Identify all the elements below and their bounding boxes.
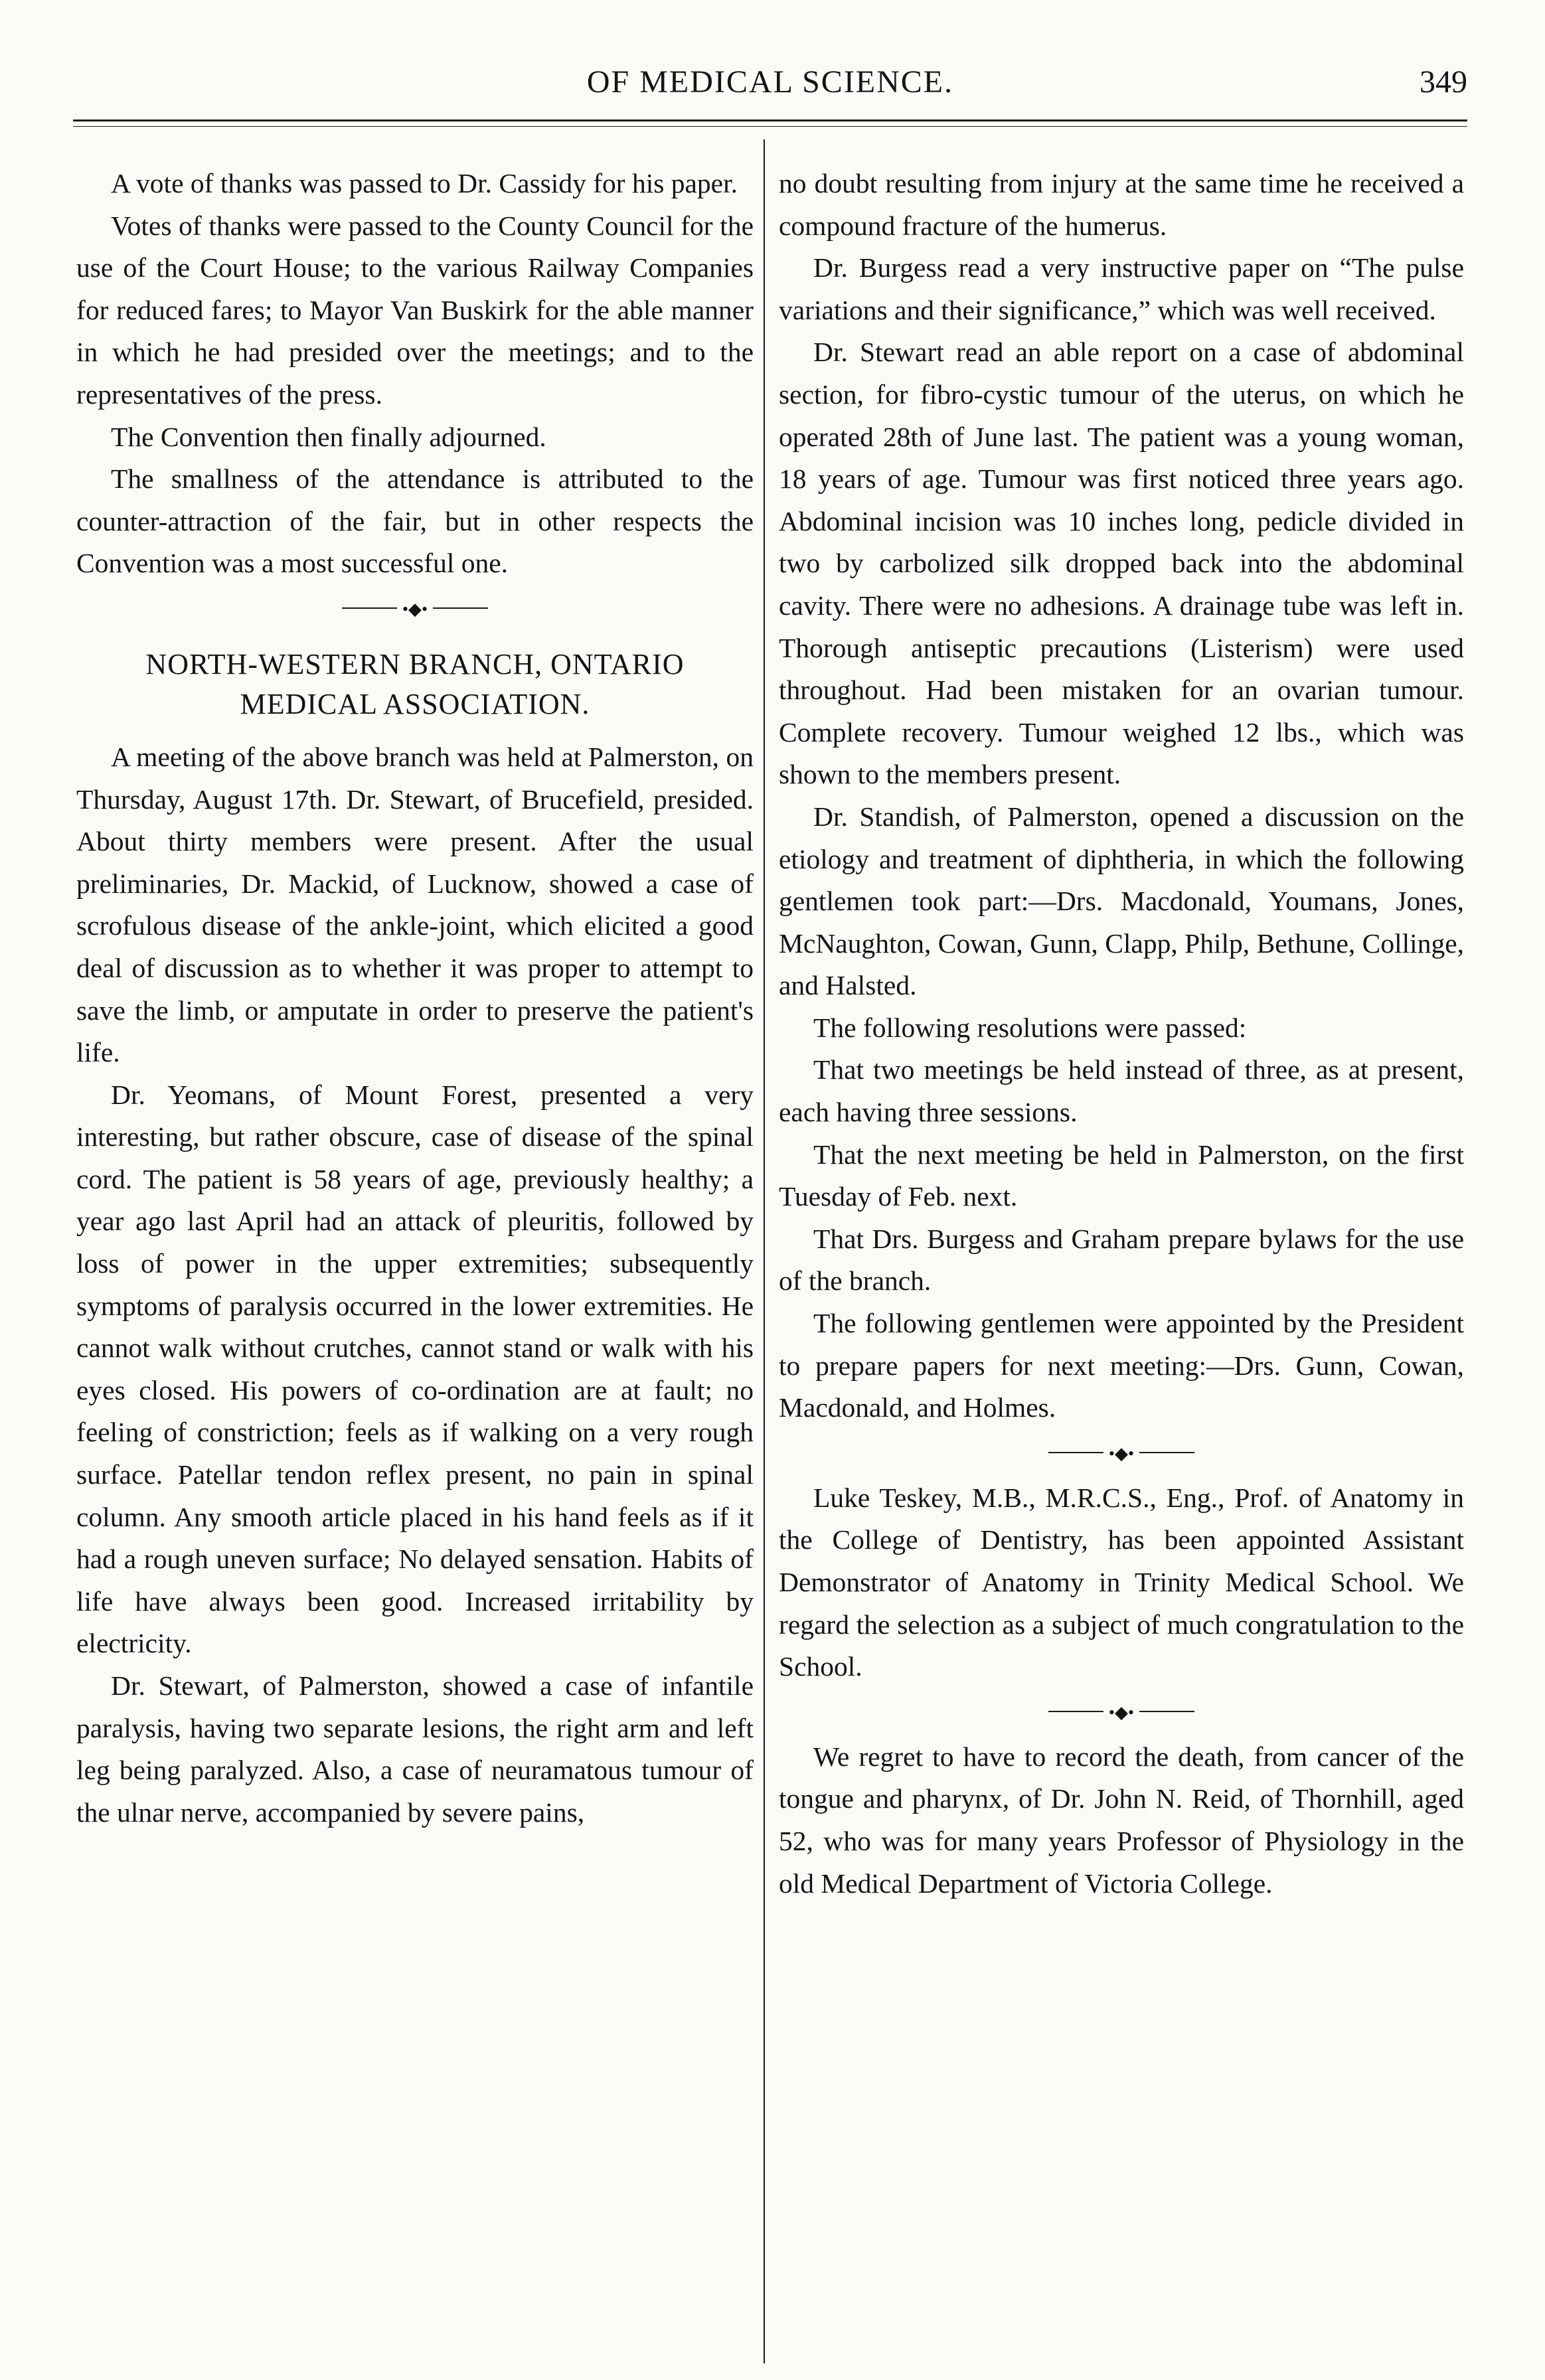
running-head xyxy=(73,64,1467,110)
right-column xyxy=(779,163,1464,1905)
paragraph-obituary-reid: We regret to have to record the death, from cancer of the tongue and pharynx, of Dr. John N. Reid, of Thornhill, aged 52, who was for many years Professor of Physiology in the old Medical Department of Victoria College. xyxy=(779,1741,1464,1899)
ornament-glyph: •◆• xyxy=(1103,1703,1139,1722)
paragraph-burgess-pulse: Dr. Burgess read a very instructive paper on “The pulse variations and their significance,” which was well received. xyxy=(779,252,1464,325)
column-divider xyxy=(764,139,765,2363)
paragraph-resolution-meetings: That two meetings be held instead of three, as at present, each having three sessions. xyxy=(779,1054,1464,1128)
heading-line-2: MEDICAL ASSOCIATION. xyxy=(240,687,590,720)
paragraph-adjourned: The Convention then finally adjourned. xyxy=(111,421,546,452)
paragraph-stewart-abdominal: Dr. Stewart read an able report on a case of abdominal section, for fibro-cystic tumour of the uterus, on which he operated 28th of June last. The patient was a young woman, 18 years of age. Tumour was first noticed three years ago. Abdominal incision was 10 inches long, pedicle divided in two by carbolized silk dropped back into the abdominal cavity. There were no adhesions. A drainage tube was left in. Thorough antiseptic precautions (Listerism) were used throughout. Had been mistaken for an ovarian tumour. Complete recovery. Tumour weighed 12 lbs., which was shown to the members present. xyxy=(779,337,1464,790)
paragraph-stewart-paralysis: Dr. Stewart, of Palmerston, showed a case of infantile paralysis, having two separate lesions, the right arm and left leg being paralyzed. Also, a case of neuramatous tumour of the ulnar nerve, accompanied by severe pains, xyxy=(76,1670,754,1828)
paragraph-votes-of-thanks: Votes of thanks were passed to the County Council for the use of the Court House; to the various Railway Companies for reduced fares; to Mayor Van Buskirk for the able manner in which he had presided over the meetings; and to the representatives of the press. xyxy=(76,210,754,410)
paragraph-resolution-bylaws: That Drs. Burgess and Graham prepare bylaws for the use of the branch. xyxy=(779,1223,1464,1297)
paragraph-resolution-next-meeting: That the next meeting be held in Palmerston, on the first Tuesday of Feb. next. xyxy=(779,1139,1464,1212)
heading-line-1: NORTH-WESTERN BRANCH, ONTARIO xyxy=(145,647,685,680)
section-heading xyxy=(76,645,754,724)
paragraph-standish-diphtheria: Dr. Standish, of Palmerston, opened a discussion on the etiology and treatment of diphtheria, in which the following gentlemen took part:—Drs. Macdonald, Youmans, Jones, McNaughton, Cowan, Gunn, Clapp, Philp, Bethune, Collinge, and Halsted. xyxy=(779,801,1464,1001)
header-rule-thin xyxy=(73,126,1467,127)
ornament-glyph: •◆• xyxy=(1103,1444,1139,1463)
section-ornament xyxy=(779,1688,1464,1736)
section-ornament xyxy=(779,1429,1464,1477)
ornament-glyph: •◆• xyxy=(397,599,433,619)
paragraph-resolutions-intro: The following resolutions were passed: xyxy=(813,1012,1247,1043)
section-ornament xyxy=(76,585,754,633)
paragraph-continued: no doubt resulting from injury at the same time he received a compound fracture of the humerus. xyxy=(779,168,1464,241)
paragraph-vote-cassidy: A vote of thanks was passed to Dr. Cassidy for his paper. xyxy=(111,168,738,198)
paragraph-yeomans-case: Dr. Yeomans, of Mount Forest, presented a very interesting, but rather obscure, case of disease of the spinal cord. The patient is 58 years of age, previously healthy; a year ago last April had an attack of pleuritis, followed by loss of power in the upper extremities; subsequently symptoms of paralysis occurred in the lower extremities. He cannot walk without crutches, cannot stand or walk with his eyes closed. His powers of co-ordination are at fault; no feeling of constriction; feels as if walking on a very rough surface. Patellar tendon reflex present, no pain in spinal column. Any smooth article placed in his hand feels as if it had a rough uneven surface; No delayed sensation. Habits of life have always been good. Increased irritability by electricity. xyxy=(76,1079,754,1659)
paragraph-meeting-palmerston: A meeting of the above branch was held at Palmerston, on Thursday, August 17th. Dr. Stewart, of Brucefield, presided. About thirty members were present. After the usual preliminaries, Dr. Mackid, of Lucknow, showed a case of scrofulous disease of the ankle-joint, which elicited a good deal of discussion as to whether it was proper to attempt to save the limb, or amputate in order to preserve the patient's life. xyxy=(76,741,754,1068)
left-column xyxy=(76,163,754,1834)
running-title: OF MEDICAL SCIENCE. xyxy=(586,64,954,100)
paragraph-teskey: Luke Teskey, M.B., M.R.C.S., Eng., Prof. of Anatomy in the College of Dentistry, has been appointed Assistant Demonstrator of Anatomy in Trinity Medical School. We regard the selection as a subject of much congratulation to the School. xyxy=(779,1482,1464,1682)
paragraph-attendance: The smallness of the attendance is attributed to the counter-attraction of the fair, but in other respects the Convention was a most successful one. xyxy=(76,463,754,579)
paragraph-papers-appointed: The following gentlemen were appointed by the President to prepare papers for next meeting:—Drs. Gunn, Cowan, Macdonald, and Holmes. xyxy=(779,1308,1464,1423)
header-rule xyxy=(73,119,1467,121)
page-number: 349 xyxy=(1420,64,1467,100)
